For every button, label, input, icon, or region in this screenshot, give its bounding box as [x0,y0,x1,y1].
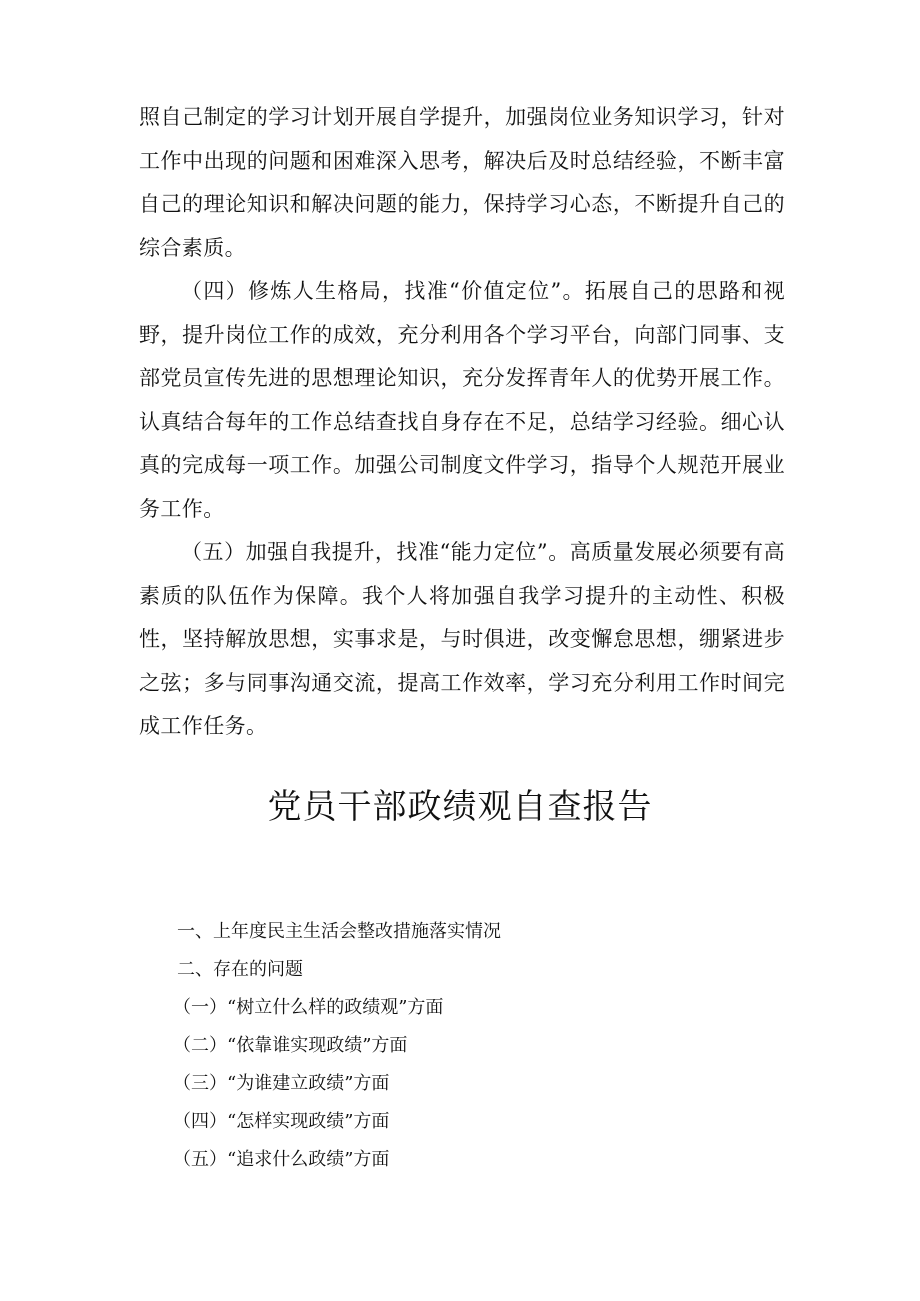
outline-list [173,913,777,1179]
paragraph-ability-positioning: （五）加强自我提升，找准“能力定位”。高质量发展必须要有高素质的队伍作为保障。我个人将加强自我学习提升的主动性、积极性，坚持解放思想，实事求是，与时俱进，改变懈怠思想，绷紧进步之弦；多与同事沟通交流，提高工作效率，学习充分利用工作时间完成工作任务。 [139,540,785,738]
outline-item: 二、存在的问题 [177,959,303,980]
outline-item: （三）“为谁建立政绩”方面 [173,1073,390,1094]
document-title: 党员干部政绩观自查报告 [267,787,653,827]
outline-item: （四）“怎样实现政绩”方面 [173,1111,390,1132]
outline-item: （一）“树立什么样的政绩观”方面 [173,997,444,1018]
outline-item: （五）“追求什么政绩”方面 [173,1149,390,1170]
outline-item: （二）“依靠谁实现政绩”方面 [173,1035,408,1056]
paragraph-value-positioning: （四）修炼人生格局，找准“价值定位”。拓展自己的思路和视野，提升岗位工作的成效，充分利用各个学习平台，向部门同事、支部党员宣传先进的思想理论知识，充分发挥青年人的优势开展工作。认真结合每年的工作总结查找自身存在不足，总结学习经验。细心认真的完成每一项工作。加强公司制度文件学习，指导个人规范开展业务工作。 [139,279,785,521]
paragraph-continued: 照自己制定的学习计划开展自学提升，加强岗位业务知识学习，针对工作中出现的问题和困难深入思考，解决后及时总结经验，不断丰富自己的理论知识和解决问题的能力，保持学习心态，不断提升自己的综合素质。 [139,105,785,260]
body-text [139,96,785,749]
outline-item: 一、上年度民主生活会整改措施落实情况 [177,921,501,942]
